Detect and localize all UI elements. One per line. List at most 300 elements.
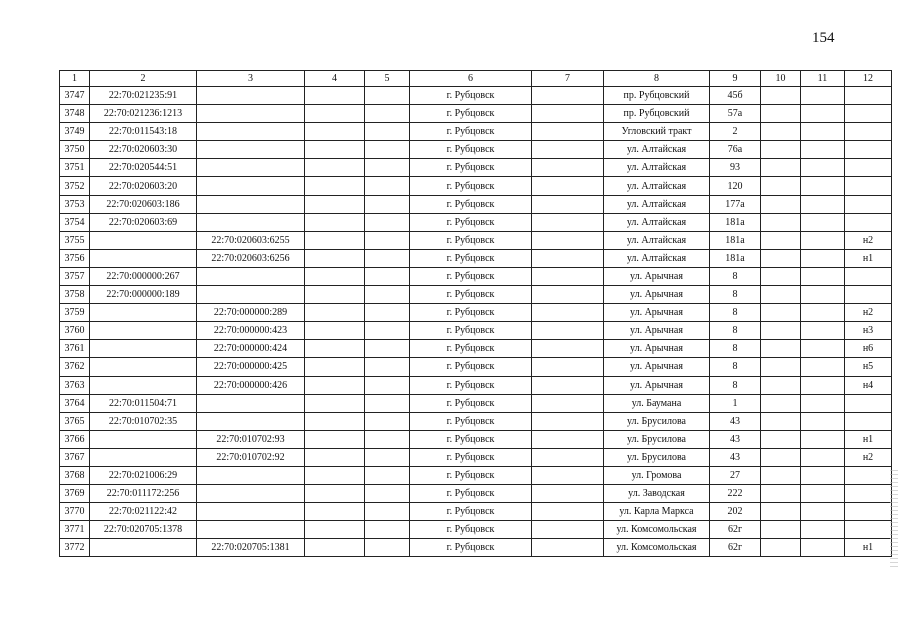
column-header: 1 (60, 71, 90, 87)
empty-cell (532, 105, 604, 123)
empty-cell (365, 105, 410, 123)
column-header: 12 (845, 71, 892, 87)
table-row (60, 105, 892, 123)
empty-cell (761, 213, 801, 231)
settlement-cell: г. Рубцовск (410, 213, 532, 231)
cadastral-number-cell (90, 249, 197, 267)
premises-label-cell (845, 141, 892, 159)
house-number-cell: 27 (710, 466, 761, 484)
table-row (60, 521, 892, 539)
cadastral-number-cell: 22:70:021235:91 (90, 87, 197, 105)
empty-cell (365, 213, 410, 231)
street-cell: Угловский тракт (604, 123, 710, 141)
empty-cell (761, 394, 801, 412)
settlement-cell: г. Рубцовск (410, 430, 532, 448)
settlement-cell: г. Рубцовск (410, 123, 532, 141)
house-number-cell: 222 (710, 485, 761, 503)
street-cell: ул. Арычная (604, 358, 710, 376)
cadastral-number-cell: 22:70:020705:1378 (90, 521, 197, 539)
table-row (60, 448, 892, 466)
premises-label-cell: н3 (845, 322, 892, 340)
empty-cell (761, 177, 801, 195)
empty-cell (532, 123, 604, 141)
empty-cell (801, 322, 845, 340)
empty-cell (532, 394, 604, 412)
empty-cell (801, 466, 845, 484)
premises-cadastral-cell: 22:70:010702:93 (197, 430, 305, 448)
street-cell: ул. Алтайская (604, 159, 710, 177)
premises-label-cell: н1 (845, 249, 892, 267)
premises-cadastral-cell: 22:70:000000:425 (197, 358, 305, 376)
cadastral-number-cell: 22:70:020603:30 (90, 141, 197, 159)
table-row (60, 231, 892, 249)
empty-cell (365, 412, 410, 430)
column-header: 3 (197, 71, 305, 87)
empty-cell (365, 177, 410, 195)
settlement-cell: г. Рубцовск (410, 159, 532, 177)
property-register-table (59, 70, 892, 557)
empty-cell (305, 448, 365, 466)
premises-cadastral-cell (197, 394, 305, 412)
empty-cell (801, 412, 845, 430)
empty-cell (801, 503, 845, 521)
empty-cell (532, 159, 604, 177)
table-row (60, 267, 892, 285)
cadastral-number-cell: 22:70:011543:18 (90, 123, 197, 141)
table-row (60, 430, 892, 448)
empty-cell (801, 485, 845, 503)
empty-cell (305, 195, 365, 213)
cadastral-number-cell: 22:70:020603:186 (90, 195, 197, 213)
empty-cell (761, 376, 801, 394)
empty-cell (365, 322, 410, 340)
table-row (60, 503, 892, 521)
premises-label-cell (845, 394, 892, 412)
column-header: 9 (710, 71, 761, 87)
empty-cell (801, 448, 845, 466)
premises-label-cell (845, 521, 892, 539)
row-number-cell: 3752 (60, 177, 90, 195)
row-number-cell: 3758 (60, 286, 90, 304)
settlement-cell: г. Рубцовск (410, 466, 532, 484)
cadastral-number-cell: 22:70:000000:267 (90, 267, 197, 285)
house-number-cell: 2 (710, 123, 761, 141)
cadastral-number-cell: 22:70:000000:189 (90, 286, 197, 304)
table-row (60, 340, 892, 358)
table-row (60, 286, 892, 304)
row-number-cell: 3764 (60, 394, 90, 412)
column-header: 11 (801, 71, 845, 87)
column-number-row (60, 71, 892, 87)
empty-cell (305, 304, 365, 322)
empty-cell (365, 286, 410, 304)
cadastral-number-cell (90, 358, 197, 376)
street-cell: ул. Арычная (604, 267, 710, 285)
empty-cell (305, 105, 365, 123)
empty-cell (365, 340, 410, 358)
empty-cell (532, 376, 604, 394)
empty-cell (305, 231, 365, 249)
empty-cell (761, 159, 801, 177)
empty-cell (305, 358, 365, 376)
house-number-cell: 8 (710, 376, 761, 394)
settlement-cell: г. Рубцовск (410, 503, 532, 521)
table-row (60, 466, 892, 484)
row-number-cell: 3753 (60, 195, 90, 213)
settlement-cell: г. Рубцовск (410, 195, 532, 213)
empty-cell (532, 304, 604, 322)
street-cell: ул. Брусилова (604, 430, 710, 448)
settlement-cell: г. Рубцовск (410, 412, 532, 430)
house-number-cell: 57а (710, 105, 761, 123)
premises-cadastral-cell: 22:70:010702:92 (197, 448, 305, 466)
empty-cell (801, 213, 845, 231)
empty-cell (532, 340, 604, 358)
column-header: 7 (532, 71, 604, 87)
empty-cell (761, 267, 801, 285)
street-cell: ул. Алтайская (604, 177, 710, 195)
settlement-cell: г. Рубцовск (410, 340, 532, 358)
empty-cell (365, 466, 410, 484)
street-cell: ул. Алтайская (604, 231, 710, 249)
premises-label-cell (845, 159, 892, 177)
settlement-cell: г. Рубцовск (410, 87, 532, 105)
cadastral-number-cell: 22:70:021006:29 (90, 466, 197, 484)
settlement-cell: г. Рубцовск (410, 141, 532, 159)
house-number-cell: 120 (710, 177, 761, 195)
row-number-cell: 3757 (60, 267, 90, 285)
cadastral-number-cell: 22:70:020603:69 (90, 213, 197, 231)
empty-cell (532, 267, 604, 285)
column-header: 4 (305, 71, 365, 87)
street-cell: ул. Арычная (604, 286, 710, 304)
premises-cadastral-cell: 22:70:000000:289 (197, 304, 305, 322)
empty-cell (365, 394, 410, 412)
house-number-cell: 76а (710, 141, 761, 159)
premises-cadastral-cell (197, 105, 305, 123)
row-number-cell: 3756 (60, 249, 90, 267)
premises-cadastral-cell (197, 466, 305, 484)
house-number-cell: 8 (710, 322, 761, 340)
premises-cadastral-cell (197, 412, 305, 430)
premises-label-cell (845, 267, 892, 285)
column-header: 6 (410, 71, 532, 87)
premises-cadastral-cell: 22:70:000000:424 (197, 340, 305, 358)
row-number-cell: 3755 (60, 231, 90, 249)
house-number-cell: 45б (710, 87, 761, 105)
empty-cell (761, 485, 801, 503)
empty-cell (801, 394, 845, 412)
premises-cadastral-cell (197, 503, 305, 521)
premises-cadastral-cell (197, 87, 305, 105)
premises-label-cell: н1 (845, 539, 892, 557)
street-cell: ул. Комсомольская (604, 539, 710, 557)
street-cell: ул. Арычная (604, 376, 710, 394)
cadastral-number-cell (90, 304, 197, 322)
street-cell: ул. Карла Маркса (604, 503, 710, 521)
street-cell: ул. Комсомольская (604, 521, 710, 539)
cadastral-number-cell: 22:70:011172:256 (90, 485, 197, 503)
row-number-cell: 3768 (60, 466, 90, 484)
premises-cadastral-cell: 22:70:020603:6255 (197, 231, 305, 249)
house-number-cell: 181а (710, 213, 761, 231)
cadastral-number-cell (90, 340, 197, 358)
row-number-cell: 3767 (60, 448, 90, 466)
empty-cell (365, 358, 410, 376)
empty-cell (365, 267, 410, 285)
table-row (60, 376, 892, 394)
empty-cell (305, 213, 365, 231)
premises-label-cell: н5 (845, 358, 892, 376)
empty-cell (365, 231, 410, 249)
empty-cell (365, 521, 410, 539)
house-number-cell: 1 (710, 394, 761, 412)
empty-cell (801, 340, 845, 358)
empty-cell (532, 448, 604, 466)
settlement-cell: г. Рубцовск (410, 358, 532, 376)
empty-cell (532, 322, 604, 340)
street-cell: ул. Заводская (604, 485, 710, 503)
empty-cell (801, 177, 845, 195)
empty-cell (761, 249, 801, 267)
street-cell: ул. Арычная (604, 322, 710, 340)
empty-cell (801, 231, 845, 249)
empty-cell (532, 358, 604, 376)
empty-cell (532, 503, 604, 521)
street-cell: пр. Рубцовский (604, 87, 710, 105)
empty-cell (365, 430, 410, 448)
empty-cell (761, 304, 801, 322)
empty-cell (801, 159, 845, 177)
empty-cell (532, 195, 604, 213)
street-cell: ул. Брусилова (604, 412, 710, 430)
empty-cell (761, 141, 801, 159)
table-row (60, 87, 892, 105)
empty-cell (305, 177, 365, 195)
empty-cell (305, 430, 365, 448)
empty-cell (305, 466, 365, 484)
empty-cell (801, 539, 845, 557)
empty-cell (801, 141, 845, 159)
premises-cadastral-cell (197, 195, 305, 213)
settlement-cell: г. Рубцовск (410, 376, 532, 394)
empty-cell (305, 322, 365, 340)
street-cell: пр. Рубцовский (604, 105, 710, 123)
row-number-cell: 3749 (60, 123, 90, 141)
premises-cadastral-cell (197, 267, 305, 285)
row-number-cell: 3771 (60, 521, 90, 539)
row-number-cell: 3750 (60, 141, 90, 159)
table-row (60, 213, 892, 231)
house-number-cell: 181а (710, 231, 761, 249)
row-number-cell: 3761 (60, 340, 90, 358)
empty-cell (305, 286, 365, 304)
cadastral-number-cell: 22:70:011504:71 (90, 394, 197, 412)
table-row (60, 159, 892, 177)
scan-edge-artifact (890, 470, 898, 570)
empty-cell (801, 195, 845, 213)
premises-label-cell (845, 177, 892, 195)
column-header: 10 (761, 71, 801, 87)
row-number-cell: 3751 (60, 159, 90, 177)
column-header: 5 (365, 71, 410, 87)
row-number-cell: 3762 (60, 358, 90, 376)
empty-cell (801, 267, 845, 285)
empty-cell (532, 213, 604, 231)
cadastral-number-cell (90, 231, 197, 249)
empty-cell (305, 340, 365, 358)
house-number-cell: 8 (710, 267, 761, 285)
settlement-cell: г. Рубцовск (410, 304, 532, 322)
empty-cell (801, 521, 845, 539)
empty-cell (532, 177, 604, 195)
row-number-cell: 3748 (60, 105, 90, 123)
row-number-cell: 3763 (60, 376, 90, 394)
cadastral-number-cell (90, 376, 197, 394)
empty-cell (761, 521, 801, 539)
empty-cell (365, 485, 410, 503)
empty-cell (305, 159, 365, 177)
empty-cell (305, 412, 365, 430)
premises-label-cell (845, 485, 892, 503)
empty-cell (532, 87, 604, 105)
empty-cell (532, 485, 604, 503)
empty-cell (761, 539, 801, 557)
empty-cell (801, 304, 845, 322)
premises-label-cell: н2 (845, 304, 892, 322)
empty-cell (365, 448, 410, 466)
empty-cell (761, 430, 801, 448)
premises-label-cell: н6 (845, 340, 892, 358)
table-row (60, 539, 892, 557)
settlement-cell: г. Рубцовск (410, 539, 532, 557)
premises-cadastral-cell (197, 521, 305, 539)
house-number-cell: 181а (710, 249, 761, 267)
empty-cell (305, 521, 365, 539)
premises-label-cell (845, 213, 892, 231)
empty-cell (305, 539, 365, 557)
table-row (60, 394, 892, 412)
street-cell: ул. Алтайская (604, 213, 710, 231)
house-number-cell: 93 (710, 159, 761, 177)
empty-cell (305, 267, 365, 285)
premises-cadastral-cell (197, 213, 305, 231)
empty-cell (365, 376, 410, 394)
empty-cell (761, 195, 801, 213)
house-number-cell: 43 (710, 430, 761, 448)
row-number-cell: 3760 (60, 322, 90, 340)
premises-cadastral-cell: 22:70:020603:6256 (197, 249, 305, 267)
table-row (60, 412, 892, 430)
cadastral-number-cell: 22:70:021122:42 (90, 503, 197, 521)
empty-cell (761, 466, 801, 484)
house-number-cell: 62г (710, 521, 761, 539)
empty-cell (801, 105, 845, 123)
premises-cadastral-cell (197, 123, 305, 141)
empty-cell (761, 286, 801, 304)
premises-label-cell (845, 195, 892, 213)
settlement-cell: г. Рубцовск (410, 322, 532, 340)
empty-cell (305, 503, 365, 521)
table-row (60, 249, 892, 267)
cadastral-number-cell: 22:70:010702:35 (90, 412, 197, 430)
settlement-cell: г. Рубцовск (410, 231, 532, 249)
page-number: 154 (812, 30, 835, 46)
settlement-cell: г. Рубцовск (410, 286, 532, 304)
empty-cell (532, 141, 604, 159)
premises-label-cell: н1 (845, 430, 892, 448)
settlement-cell: г. Рубцовск (410, 105, 532, 123)
empty-cell (761, 358, 801, 376)
row-number-cell: 3769 (60, 485, 90, 503)
house-number-cell: 8 (710, 286, 761, 304)
cadastral-number-cell (90, 448, 197, 466)
settlement-cell: г. Рубцовск (410, 521, 532, 539)
cadastral-number-cell: 22:70:020603:20 (90, 177, 197, 195)
empty-cell (761, 231, 801, 249)
house-number-cell: 8 (710, 304, 761, 322)
empty-cell (761, 448, 801, 466)
empty-cell (305, 141, 365, 159)
empty-cell (365, 304, 410, 322)
empty-cell (365, 141, 410, 159)
row-number-cell: 3772 (60, 539, 90, 557)
row-number-cell: 3765 (60, 412, 90, 430)
table-row (60, 141, 892, 159)
house-number-cell: 177а (710, 195, 761, 213)
premises-label-cell (845, 123, 892, 141)
cadastral-number-cell: 22:70:021236:1213 (90, 105, 197, 123)
empty-cell (532, 286, 604, 304)
empty-cell (532, 412, 604, 430)
empty-cell (801, 87, 845, 105)
empty-cell (761, 123, 801, 141)
house-number-cell: 62г (710, 539, 761, 557)
empty-cell (761, 322, 801, 340)
table-row (60, 123, 892, 141)
empty-cell (305, 394, 365, 412)
premises-label-cell (845, 466, 892, 484)
row-number-cell: 3766 (60, 430, 90, 448)
empty-cell (305, 485, 365, 503)
empty-cell (761, 503, 801, 521)
premises-label-cell: н4 (845, 376, 892, 394)
street-cell: ул. Арычная (604, 340, 710, 358)
empty-cell (305, 376, 365, 394)
premises-cadastral-cell (197, 177, 305, 195)
premises-label-cell (845, 286, 892, 304)
cadastral-number-cell: 22:70:020544:51 (90, 159, 197, 177)
premises-cadastral-cell: 22:70:020705:1381 (197, 539, 305, 557)
street-cell: ул. Алтайская (604, 141, 710, 159)
empty-cell (761, 87, 801, 105)
row-number-cell: 3759 (60, 304, 90, 322)
premises-label-cell (845, 412, 892, 430)
empty-cell (532, 430, 604, 448)
empty-cell (801, 358, 845, 376)
empty-cell (801, 286, 845, 304)
empty-cell (532, 466, 604, 484)
table-row (60, 322, 892, 340)
premises-cadastral-cell (197, 485, 305, 503)
empty-cell (801, 376, 845, 394)
settlement-cell: г. Рубцовск (410, 177, 532, 195)
empty-cell (365, 159, 410, 177)
premises-cadastral-cell: 22:70:000000:426 (197, 376, 305, 394)
settlement-cell: г. Рубцовск (410, 267, 532, 285)
premises-label-cell (845, 87, 892, 105)
empty-cell (801, 430, 845, 448)
